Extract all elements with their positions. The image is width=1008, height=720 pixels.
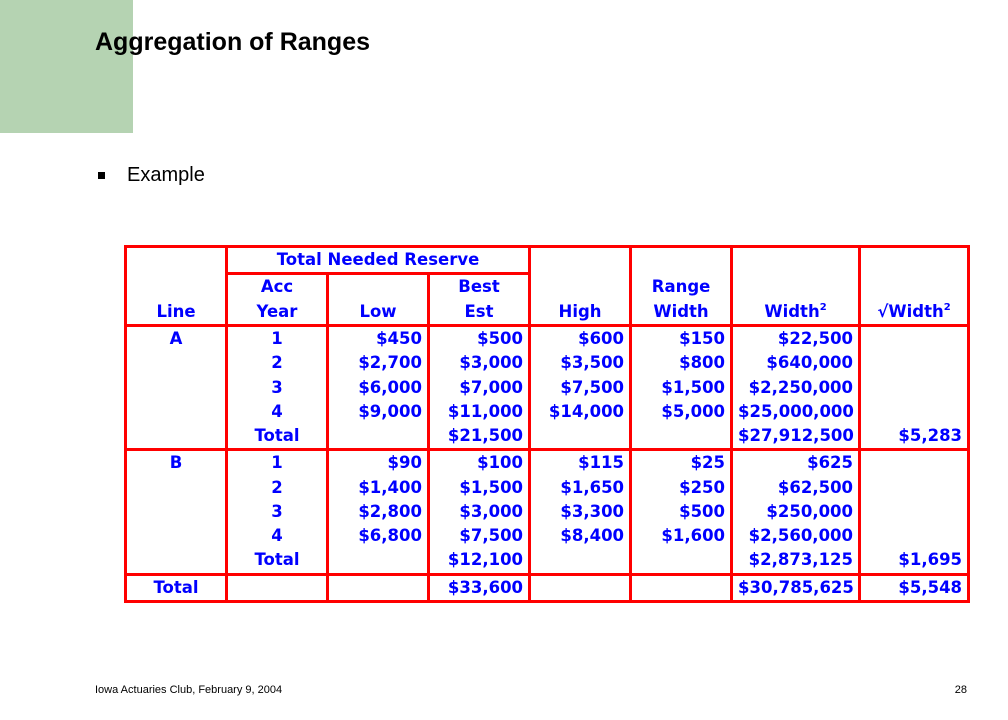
bullet-text: Example <box>127 164 205 186</box>
sqrt-cell <box>860 524 969 548</box>
range-cell: $500 <box>631 500 732 524</box>
empty-cell <box>328 574 429 601</box>
high-cell <box>530 424 631 450</box>
best-cell: $3,000 <box>429 351 530 375</box>
line-name <box>126 400 227 424</box>
best-cell: $11,000 <box>429 400 530 424</box>
width2-exponent: 2 <box>819 301 827 313</box>
reserve-table-wrapper <box>124 245 967 603</box>
header-est: Est <box>429 300 530 326</box>
range-cell: $1,500 <box>631 375 732 399</box>
header-width: Width <box>631 300 732 326</box>
range-cell: $5,000 <box>631 400 732 424</box>
table-row <box>126 351 969 375</box>
range-cell <box>631 424 732 450</box>
header-acc: Acc <box>227 274 328 300</box>
year-cell: 1 <box>227 325 328 351</box>
low-cell: $1,400 <box>328 476 429 500</box>
width2-base: Width <box>764 301 820 321</box>
subtotal-best: $12,100 <box>429 548 530 574</box>
header-low: Low <box>328 300 429 326</box>
width2-cell: $25,000,000 <box>732 400 860 424</box>
line-name: B <box>126 450 227 476</box>
header-cell <box>530 274 631 300</box>
header-sqrt-width-squared <box>860 300 969 326</box>
year-cell: 4 <box>227 400 328 424</box>
high-cell: $8,400 <box>530 524 631 548</box>
high-cell: $1,650 <box>530 476 631 500</box>
header-year: Year <box>227 300 328 326</box>
grand-total-row <box>126 574 969 601</box>
year-cell: 3 <box>227 375 328 399</box>
low-cell: $9,000 <box>328 400 429 424</box>
line-name <box>126 548 227 574</box>
header-group-total-needed-reserve: Total Needed Reserve <box>227 247 530 274</box>
header-cell <box>328 274 429 300</box>
line-name <box>126 476 227 500</box>
header-best: Best <box>429 274 530 300</box>
subtotal-row <box>126 424 969 450</box>
header-blank-range <box>631 247 732 274</box>
header-range: Range <box>631 274 732 300</box>
range-cell: $800 <box>631 351 732 375</box>
sqrt-cell <box>860 375 969 399</box>
line-name <box>126 424 227 450</box>
best-cell: $100 <box>429 450 530 476</box>
subtotal-sqrt: $1,695 <box>860 548 969 574</box>
range-cell <box>631 548 732 574</box>
line-name <box>126 351 227 375</box>
sqrt-cell <box>860 476 969 500</box>
empty-cell <box>227 574 328 601</box>
best-cell: $7,500 <box>429 524 530 548</box>
subtotal-sqrt: $5,283 <box>860 424 969 450</box>
table-row <box>126 500 969 524</box>
table-row <box>126 524 969 548</box>
empty-cell <box>631 574 732 601</box>
sqrt-cell <box>860 400 969 424</box>
high-cell: $600 <box>530 325 631 351</box>
header-row-3 <box>126 300 969 326</box>
table-row <box>126 450 969 476</box>
sqrt-base: √Width <box>877 301 944 321</box>
table-row <box>126 325 969 351</box>
high-cell: $7,500 <box>530 375 631 399</box>
grand-total-width2: $30,785,625 <box>732 574 860 601</box>
width2-cell: $2,250,000 <box>732 375 860 399</box>
low-cell: $6,000 <box>328 375 429 399</box>
range-cell: $150 <box>631 325 732 351</box>
range-cell: $250 <box>631 476 732 500</box>
low-cell: $2,700 <box>328 351 429 375</box>
subtotal-best: $21,500 <box>429 424 530 450</box>
year-cell: 4 <box>227 524 328 548</box>
width2-cell: $2,560,000 <box>732 524 860 548</box>
header-width-squared <box>732 300 860 326</box>
high-cell: $3,300 <box>530 500 631 524</box>
sqrt-cell <box>860 450 969 476</box>
reserve-table <box>124 245 970 603</box>
range-cell: $25 <box>631 450 732 476</box>
header-blank-line <box>126 247 227 274</box>
bullet-square-icon <box>98 172 105 179</box>
sqrt-exponent: 2 <box>943 301 951 313</box>
low-cell: $450 <box>328 325 429 351</box>
subtotal-row <box>126 548 969 574</box>
header-blank-high <box>530 247 631 274</box>
low-cell <box>328 548 429 574</box>
best-cell: $1,500 <box>429 476 530 500</box>
table-row <box>126 400 969 424</box>
subtotal-width2: $27,912,500 <box>732 424 860 450</box>
header-high: High <box>530 300 631 326</box>
sqrt-cell <box>860 500 969 524</box>
year-cell: 2 <box>227 476 328 500</box>
subtotal-label: Total <box>227 424 328 450</box>
year-cell: 2 <box>227 351 328 375</box>
line-name <box>126 500 227 524</box>
footer-text: Iowa Actuaries Club, February 9, 2004 <box>95 684 283 696</box>
low-cell: $2,800 <box>328 500 429 524</box>
high-cell: $115 <box>530 450 631 476</box>
slide-title: Aggregation of Ranges <box>95 28 371 56</box>
grand-total-sqrt: $5,548 <box>860 574 969 601</box>
low-cell <box>328 424 429 450</box>
best-cell: $500 <box>429 325 530 351</box>
page-number: 28 <box>954 684 967 696</box>
year-cell: 3 <box>227 500 328 524</box>
width2-cell: $250,000 <box>732 500 860 524</box>
line-name: A <box>126 325 227 351</box>
width2-cell: $62,500 <box>732 476 860 500</box>
header-cell <box>860 274 969 300</box>
header-cell <box>126 274 227 300</box>
subtotal-label: Total <box>227 548 328 574</box>
grand-total-best: $33,600 <box>429 574 530 601</box>
sqrt-cell <box>860 351 969 375</box>
high-cell <box>530 548 631 574</box>
width2-cell: $640,000 <box>732 351 860 375</box>
table-row <box>126 476 969 500</box>
header-row-2 <box>126 274 969 300</box>
grand-total-label: Total <box>126 574 227 601</box>
best-cell: $7,000 <box>429 375 530 399</box>
header-cell <box>732 274 860 300</box>
best-cell: $3,000 <box>429 500 530 524</box>
line-name <box>126 375 227 399</box>
high-cell: $3,500 <box>530 351 631 375</box>
header-line: Line <box>126 300 227 326</box>
empty-cell <box>530 574 631 601</box>
high-cell: $14,000 <box>530 400 631 424</box>
subtotal-width2: $2,873,125 <box>732 548 860 574</box>
low-cell: $6,800 <box>328 524 429 548</box>
year-cell: 1 <box>227 450 328 476</box>
header-blank-width2 <box>732 247 860 274</box>
table-row <box>126 375 969 399</box>
header-row-1 <box>126 247 969 274</box>
low-cell: $90 <box>328 450 429 476</box>
width2-cell: $625 <box>732 450 860 476</box>
header-blank-sqrt <box>860 247 969 274</box>
sqrt-cell <box>860 325 969 351</box>
accent-block <box>0 0 133 133</box>
width2-cell: $22,500 <box>732 325 860 351</box>
line-name <box>126 524 227 548</box>
range-cell: $1,600 <box>631 524 732 548</box>
